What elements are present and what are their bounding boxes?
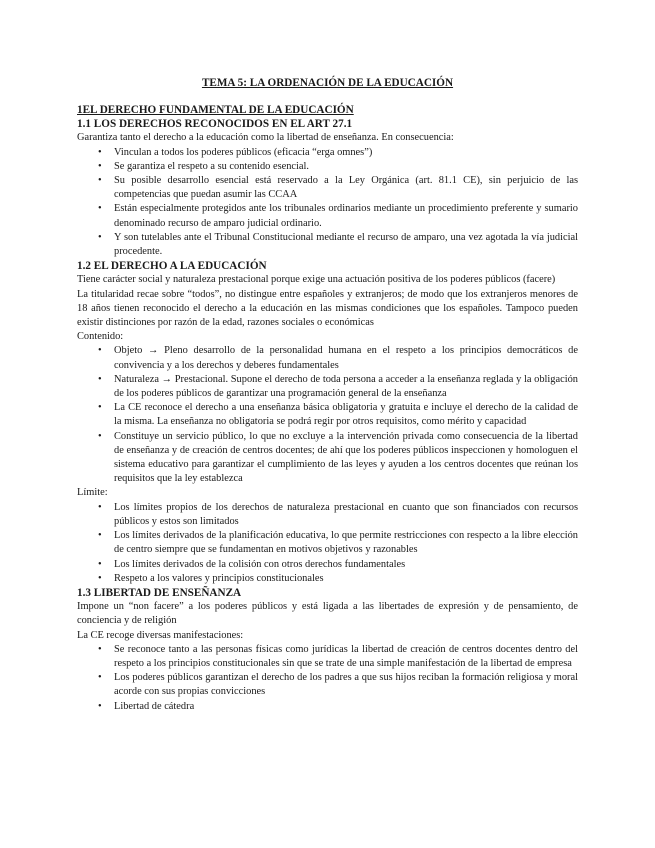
- section-1-2-paragraph: La titularidad recae sobre “todos”, no distingue entre españoles y extranjeros; de modo que los extranjeros menores de 18 años tienen reconocido el derecho a la educación en las mismas condiciones que los españoles. Tampoco pueden existir distinciones por razón de la edad, razones sociales o económicas: [77, 288, 578, 329]
- section-1-3-paragraph: Impone un “non facere” a los poderes públicos y está ligada a las libertades de expresión y de pensamiento, de conciencia y de religión: [77, 601, 578, 627]
- list-item: • Respeto a los valores y principios constitucionales: [77, 572, 578, 586]
- list-item: • Están especialmente protegidos ante los tribunales ordinarios mediante un procedimiento preferente y sumario denominado recurso de amparo judicial ordinario.: [77, 202, 578, 230]
- list-item: • La CE reconoce el derecho a una enseñanza básica obligatoria y gratuita e incluye el derecho de la calidad de la misma. La enseñanza no obligatoria se podrá regir por otros requisitos, como mérito y capacidad: [77, 401, 578, 429]
- section-1-1-heading: 1.1 LOS DERECHOS RECONOCIDOS EN EL ART 27.1: [77, 118, 353, 131]
- list-item: • Naturaleza → Prestacional. Supone el derecho de toda persona a acceder a la enseñanza reglada y la obligación de los poderes públicos de garantizar una programación general de la enseñanza: [77, 373, 578, 401]
- section-1-3-paragraph: La CE recoge diversas manifestaciones:: [77, 629, 244, 641]
- section-1-2-heading: 1.2 EL DERECHO A LA EDUCACIÓN: [77, 260, 267, 273]
- list-item: • Objeto → Pleno desarrollo de la personalidad humana en el respeto a los principios democráticos de convivencia y a los derechos y deberes fundamentales: [77, 344, 578, 372]
- document-title: TEMA 5: LA ORDENACIÓN DE LA EDUCACIÓN: [201, 77, 454, 89]
- list-item: • Constituye un servicio público, lo que no excluye a la intervención privada como consecuencia de la libertad de enseñanza y de creación de centros docentes; de ahí que los poderes públicos inspeccionen y homologuen el sistema educativo para garantizar el cumplimiento de las leyes y ayuden a los centros docentes que reúnan los requisitos que la ley establezca: [77, 430, 578, 487]
- list-item: • Los límites derivados de la planificación educativa, lo que permite restricciones con respecto a la libre elección de centro siempre que se fundamentan en motivos objetivos y razonables: [77, 529, 578, 557]
- list-item: • Los límites propios de los derechos de naturaleza prestacional en cuanto que son financiados con recursos públicos y estos son limitados: [77, 501, 578, 529]
- list-item: • Se reconoce tanto a las personas físicas como jurídicas la libertad de creación de centros docentes dentro del respeto a los principios constitucionales sin que se trate de una simple manifestación de la libertad de empresa: [77, 643, 578, 671]
- section-1-1-list: [77, 146, 578, 260]
- contenido-label: Contenido:: [77, 331, 124, 343]
- list-item: • Los límites derivados de la colisión con otros derechos fundamentales: [77, 558, 578, 572]
- limite-list: [77, 501, 578, 586]
- list-item: • Los poderes públicos garantizan el derecho de los padres a que sus hijos reciban la formación religiosa y moral acorde con sus propias convicciones: [77, 671, 578, 699]
- limite-label: Límite:: [77, 487, 108, 499]
- list-item: • Su posible desarrollo esencial está reservado a la Ley Orgánica (art. 81.1 CE), sin perjuicio de las competencias que puedan asumir las CCAA: [77, 174, 578, 202]
- section-1-3-list: [77, 643, 578, 714]
- document-body: [77, 103, 578, 714]
- section-1-3-heading: 1.3 LIBERTAD DE ENSEÑANZA: [77, 586, 242, 599]
- list-item: • Y son tutelables ante el Tribunal Constitucional mediante el recurso de amparo, una vez agotada la vía judicial procedente.: [77, 231, 578, 259]
- list-item: • Se garantiza el respeto a su contenido esencial.: [77, 160, 578, 174]
- section-1-1-intro: Garantiza tanto el derecho a la educación como la libertad de enseñanza. En consecuencia:: [77, 132, 454, 144]
- section-1-heading: 1EL DERECHO FUNDAMENTAL DE LA EDUCACIÓN: [77, 104, 354, 116]
- section-1-2-paragraph: Tiene carácter social y naturaleza prestacional porque exige una actuación positiva de los poderes públicos (facere): [77, 274, 556, 286]
- list-item: • Vinculan a todos los poderes públicos (eficacia “erga omnes”): [77, 146, 578, 160]
- contenido-list: [77, 344, 578, 486]
- list-item: • Libertad de cátedra: [77, 700, 578, 714]
